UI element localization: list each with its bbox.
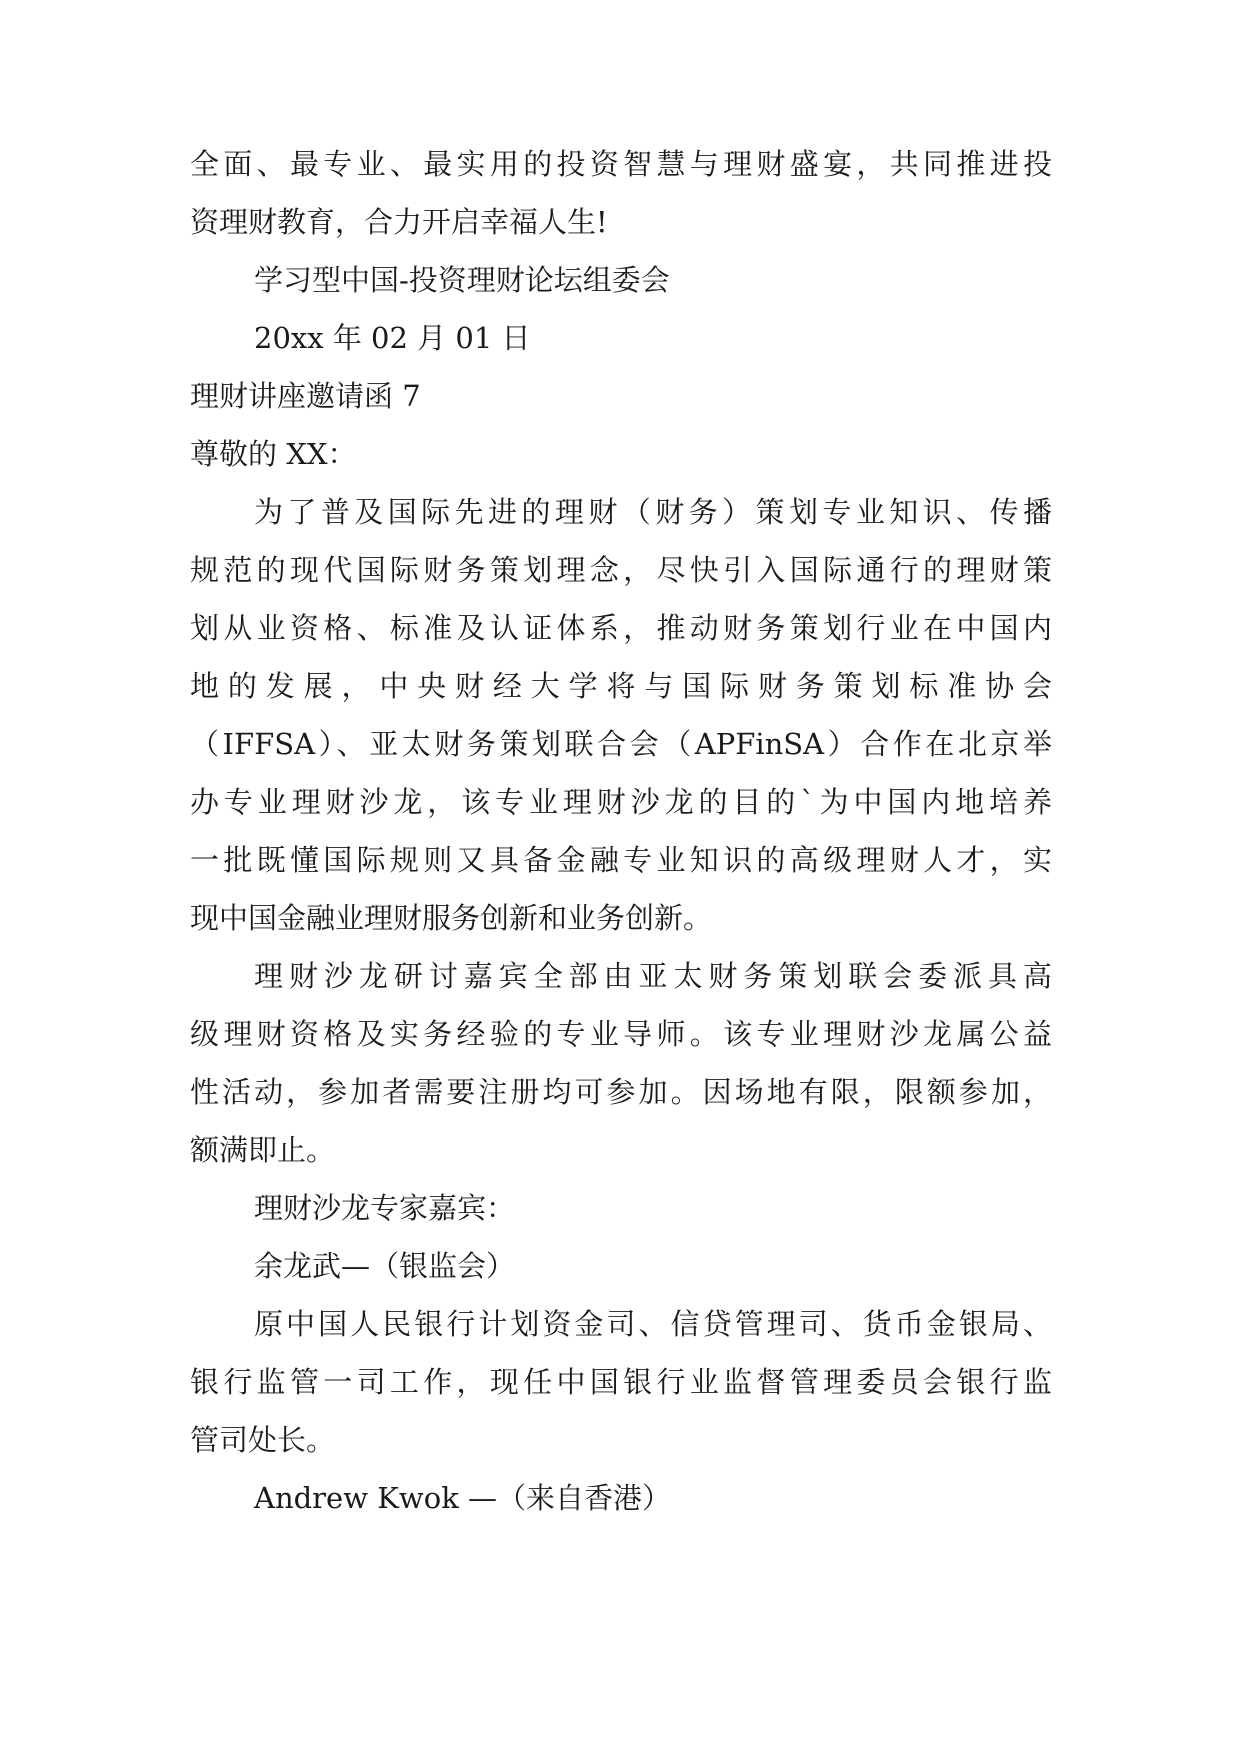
expert-name: Andrew Kwok —（来自香港） bbox=[254, 1481, 671, 1515]
paragraph-line: 一批既懂国际规则又具备金融专业知识的高级理财人才，实 bbox=[190, 843, 1052, 877]
paragraph-line: 为了普及国际先进的理财（财务）策划专业知识、传播 bbox=[254, 495, 1052, 529]
paragraph-line: 办专业理财沙龙，该专业理财沙龙的目的`为中国内地培养 bbox=[190, 785, 1052, 819]
paragraph-line: 现中国金融业理财服务创新和业务创新。 bbox=[190, 901, 713, 935]
paragraph-line: 理财沙龙研讨嘉宾全部由亚太财务策划联会委派具高 bbox=[254, 959, 1052, 993]
paragraph-line: 划从业资格、标准及认证体系，推动财务策划行业在中国内 bbox=[190, 611, 1052, 645]
paragraph-line: 规范的现代国际财务策划理念，尽快引入国际通行的理财策 bbox=[190, 553, 1052, 587]
paragraph-line: 全面、最专业、最实用的投资智慧与理财盛宴，共同推进投 bbox=[190, 147, 1052, 181]
signature-date: 20xx 年 02 月 01 日 bbox=[254, 321, 531, 355]
organizer-signature: 学习型中国-投资理财论坛组委会 bbox=[254, 263, 670, 297]
paragraph-line: 银行监管一司工作，现任中国银行业监督管理委员会银行监 bbox=[190, 1365, 1052, 1399]
paragraph-line: 性活动，参加者需要注册均可参加。因场地有限，限额参加， bbox=[190, 1075, 1052, 1109]
paragraph-line: 额满即止。 bbox=[190, 1133, 336, 1167]
paragraph-line: （IFFSA）、亚太财务策划联合会（APFinSA）合作在北京举 bbox=[190, 727, 1052, 761]
paragraph-line: 资理财教育，合力开启幸福人生! bbox=[190, 205, 608, 239]
paragraph-line: 原中国人民银行计划资金司、信贷管理司、货币金银局、 bbox=[254, 1307, 1052, 1341]
expert-name: 余龙武—（银监会） bbox=[254, 1249, 516, 1283]
paragraph-line: 地的发展，中央财经大学将与国际财务策划标准协会 bbox=[190, 669, 1052, 703]
letter-heading: 理财讲座邀请函 7 bbox=[190, 379, 421, 413]
paragraph-line: 级理财资格及实务经验的专业导师。该专业理财沙龙属公益 bbox=[190, 1017, 1052, 1051]
experts-heading: 理财沙龙专家嘉宾： bbox=[254, 1191, 516, 1225]
salutation: 尊敬的 XX： bbox=[190, 437, 357, 471]
paragraph-line: 管司处长。 bbox=[190, 1423, 336, 1457]
